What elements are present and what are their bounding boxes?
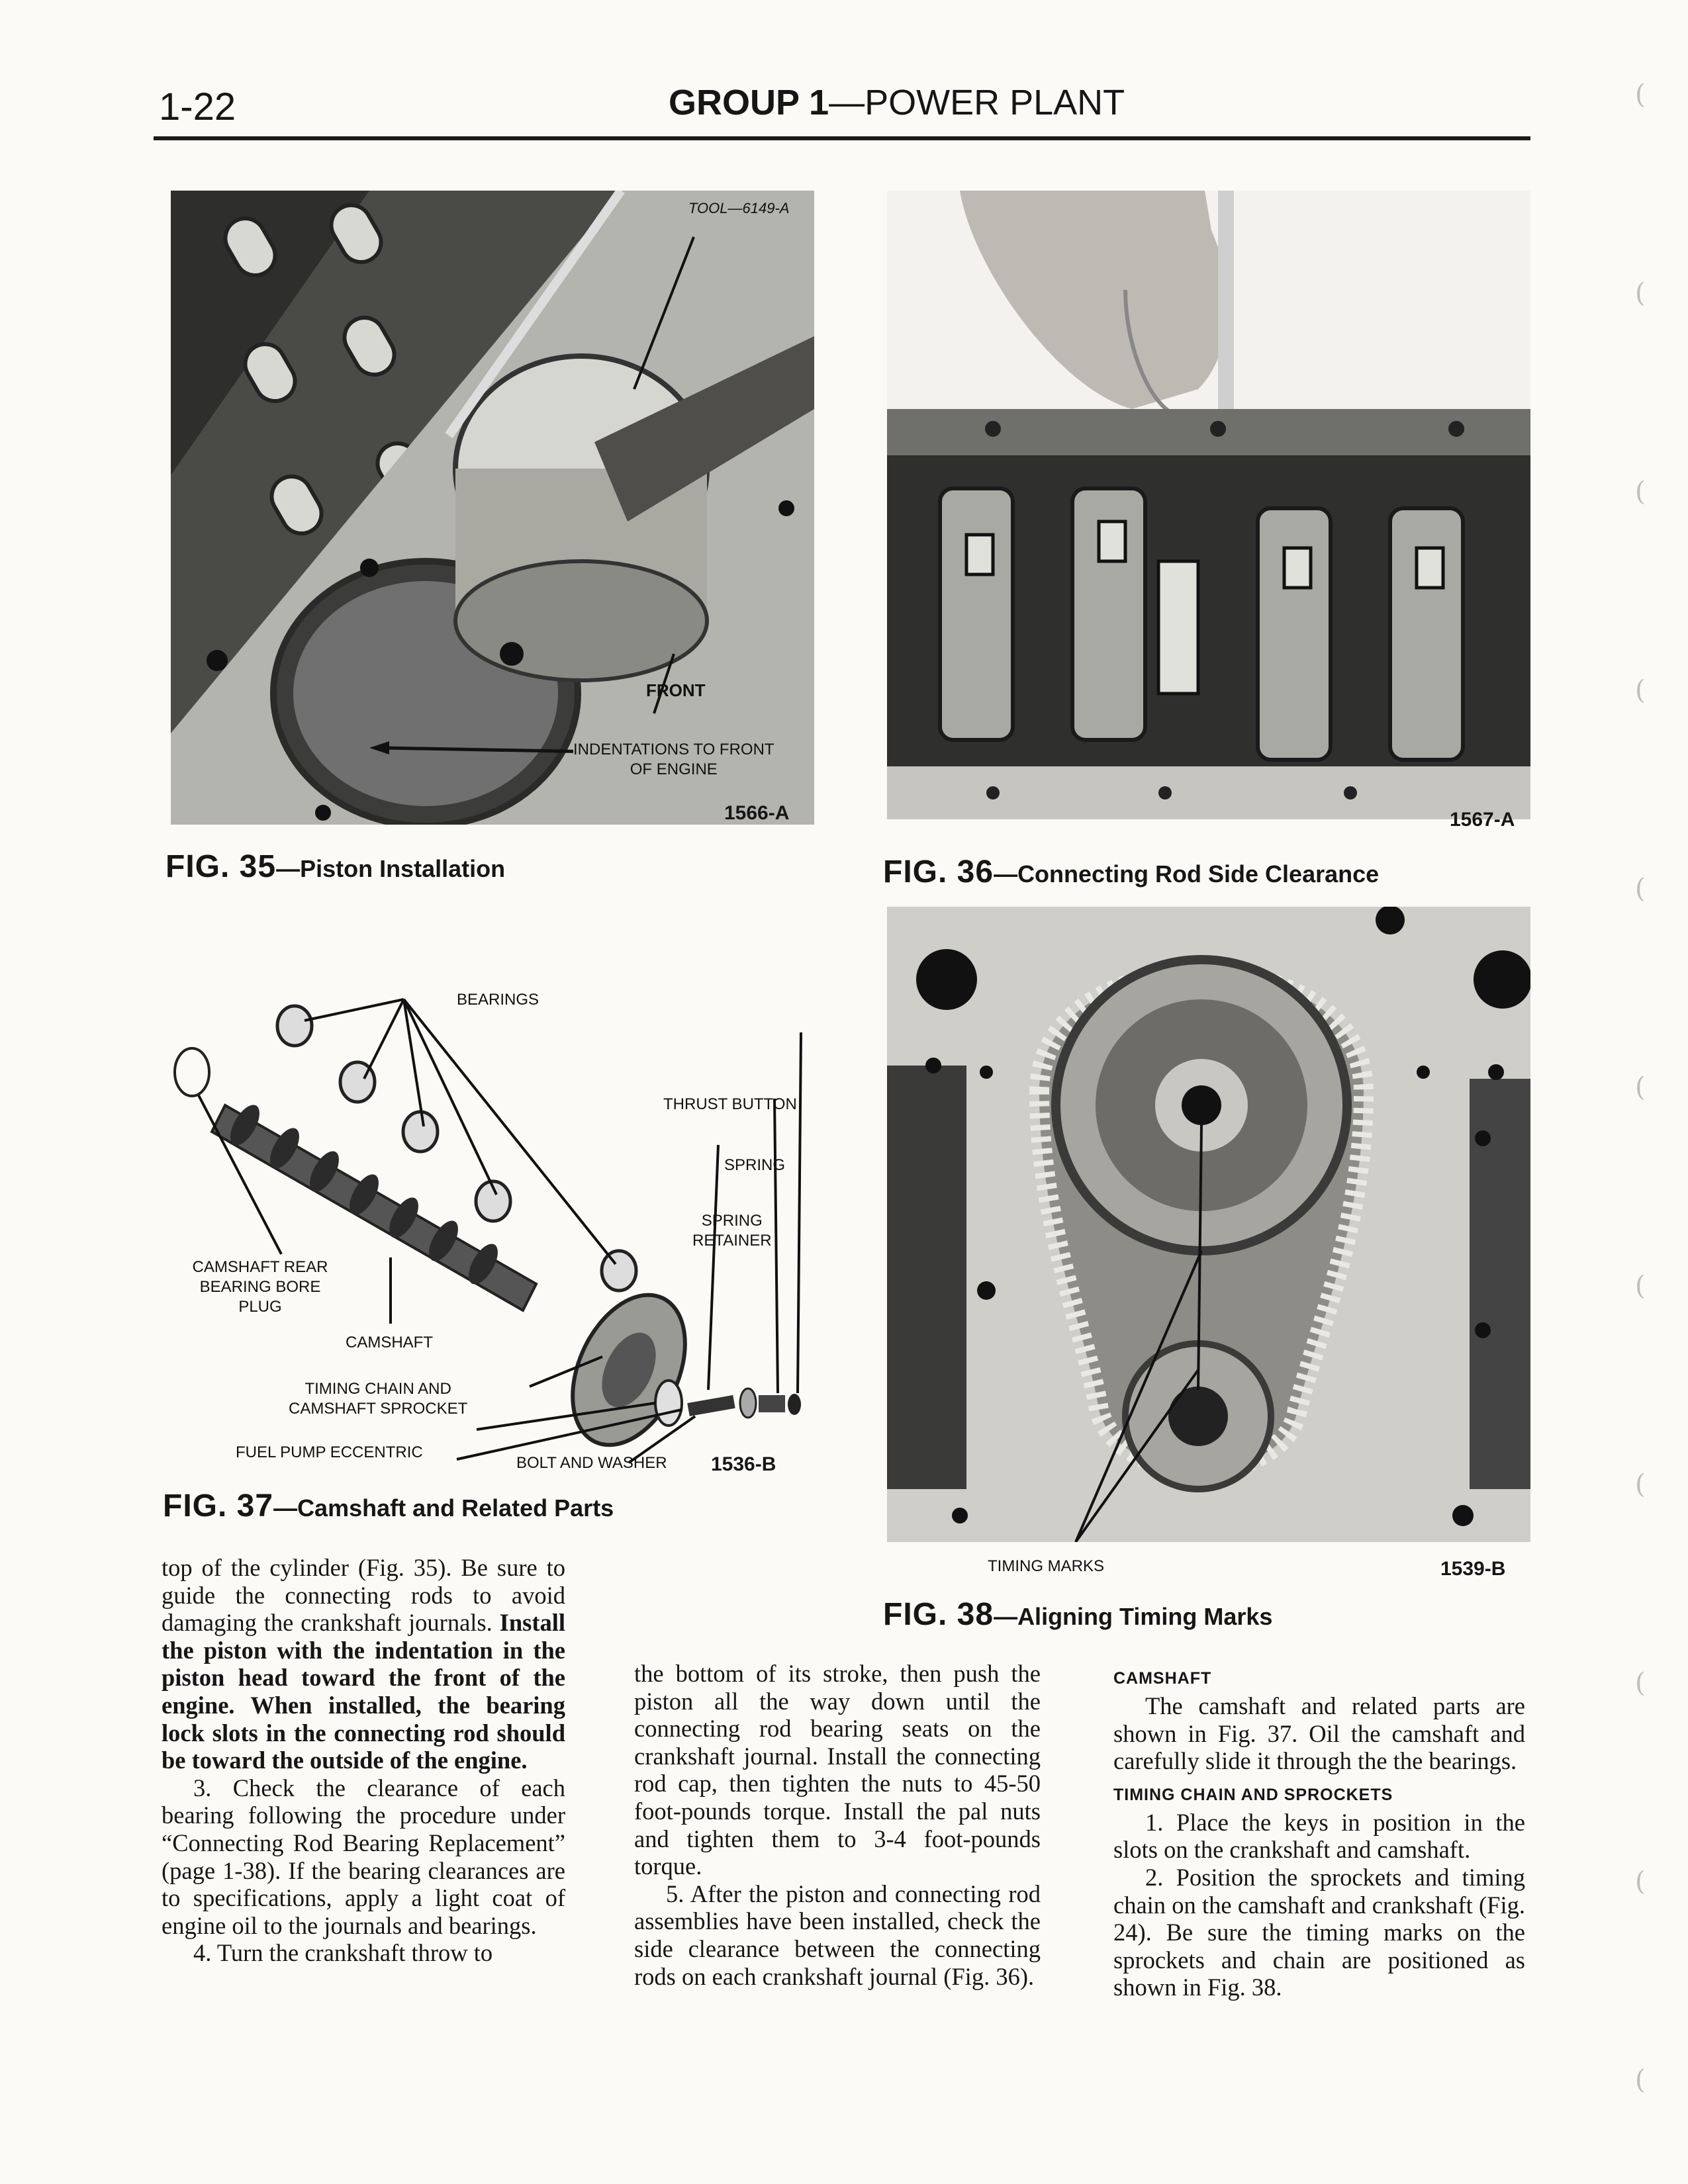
margin-mark-6: (: [1635, 1072, 1646, 1103]
fig35-illustration: [171, 191, 814, 825]
col3-paragraph-1: The camshaft and related parts are shown in Fig. 37. Oil the camshaft and carefully slide it through the the bearings.: [1113, 1692, 1525, 1775]
margin-mark-9: (: [1635, 1668, 1646, 1698]
fig37-callout-bearings: BEARINGS: [457, 991, 539, 1009]
fig37-callout-spring-retainer: [692, 1211, 772, 1251]
text-column-2: [634, 1660, 1041, 1990]
fig37-caption: [163, 1488, 614, 1524]
col1-paragraph-2: 3. Check the clearance of each bearing following the procedure under “Connecting Rod Bearing Replacement” (page 1-38). If the bearing clearances are to specifications, apply a light coat of engine oil to the journals and bearings.: [162, 1774, 565, 1939]
fig37-callout-rear-plug-line1: CAMSHAFT REAR: [192, 1258, 328, 1276]
col1-paragraph-1-text: top of the cylinder (Fig. 35). Be sure to guide the connecting rods to avoid damaging the crankshaft journals.: [162, 1554, 565, 1637]
fig37-callout-fuel-pump: FUEL PUMP ECCENTRIC: [236, 1443, 423, 1461]
fig37-callout-camshaft: CAMSHAFT: [346, 1334, 433, 1351]
fig35-callout-indentations: [573, 740, 774, 780]
fig35-photo: [171, 191, 814, 825]
fig35-callout-front: FRONT: [646, 680, 706, 700]
fig36-title: —Connecting Rod Side Clearance: [994, 860, 1380, 887]
fig36-caption: [883, 854, 1379, 890]
fig37-callout-spring-retainer-line1: SPRING: [701, 1212, 763, 1230]
header-group: GROUP 1: [669, 83, 829, 122]
fig36-photo: [887, 191, 1530, 819]
page-header: [669, 82, 1125, 123]
fig38-illustration: [887, 907, 1530, 1542]
margin-mark-5: (: [1635, 874, 1646, 904]
margin-mark-2: (: [1635, 278, 1646, 308]
fig37-callout-timing-chain-line1: TIMING CHAIN AND: [305, 1380, 451, 1398]
fig38-code: 1539-B: [1440, 1558, 1506, 1580]
margin-mark-1: (: [1635, 79, 1646, 110]
margin-mark-10: (: [1635, 1866, 1646, 1897]
col3-paragraph-2: 1. Place the keys in position in the slots on the crankshaft and camshaft.: [1113, 1808, 1525, 1864]
fig38-photo: [887, 907, 1530, 1542]
fig37-callout-bolt-washer: BOLT AND WASHER: [516, 1454, 667, 1472]
margin-mark-3: (: [1635, 477, 1646, 507]
header-section: —POWER PLANT: [829, 83, 1125, 122]
fig36-label: FIG. 36: [883, 854, 994, 889]
col3-paragraph-3: 2. Position the sprockets and timing chain on the camshaft and crankshaft (Fig. 24). Be sure the timing marks on the sprockets and chain are positioned as shown in Fig. 38.: [1113, 1863, 1525, 2001]
fig37-code: 1536-B: [711, 1453, 776, 1475]
col1-paragraph-1: [162, 1554, 565, 1774]
col1-paragraph-3: 4. Turn the crankshaft throw to: [193, 1939, 493, 1967]
fig36-code: 1567-A: [1450, 809, 1515, 831]
fig35-caption: [165, 848, 505, 885]
fig37-callout-rear-plug-line2: BEARING BORE: [199, 1278, 321, 1296]
fig38-caption: [883, 1596, 1272, 1633]
margin-mark-4: (: [1635, 675, 1646, 705]
fig37-label: FIG. 37: [163, 1488, 274, 1524]
fig37-callout-spring: SPRING: [724, 1156, 786, 1174]
fig35-callout-indentations-line1: INDENTATIONS TO FRONT: [573, 741, 774, 758]
margin-mark-7: (: [1635, 1271, 1646, 1301]
fig37-callout-rear-plug: [177, 1257, 343, 1317]
margin-mark-11: (: [1635, 2065, 1646, 2095]
header-rule: [154, 136, 1530, 140]
fig35-callout-indentations-line2: OF ENGINE: [630, 760, 718, 778]
fig37-callout-rear-plug-line3: PLUG: [238, 1298, 282, 1316]
col1-paragraph-1-bold: Install the piston with the indentation in the piston head toward the front of the engine. When installed, the bearing lock slots in the connecting rod should be toward the outside of the engine.: [162, 1609, 566, 1774]
fig37-callout-timing-chain: [289, 1379, 467, 1419]
text-column-1: [162, 1554, 565, 1967]
fig37-callout-timing-chain-line2: CAMSHAFT SPROCKET: [289, 1400, 468, 1418]
fig36-illustration: [887, 191, 1530, 819]
fig37-title: —Camshaft and Related Parts: [273, 1494, 614, 1522]
fig35-label: FIG. 35: [165, 849, 277, 884]
fig35-title: —Piston Installation: [276, 855, 506, 882]
fig38-label: FIG. 38: [883, 1597, 994, 1632]
col3-heading-camshaft: CAMSHAFT: [1113, 1669, 1212, 1688]
col3-heading-timing-chain: TIMING CHAIN AND SPROCKETS: [1113, 1785, 1393, 1804]
fig37-callout-spring-retainer-line2: RETAINER: [692, 1232, 772, 1250]
col2-paragraph-1: the bottom of its stroke, then push the piston all the way down until the connecting rod bearing seats on the crankshaft journal. Install the connecting rod cap, then tighten the nuts to 45-50 foot-pounds torque. Install the pal nuts and tighten them to 3-4 foot-pounds torque.: [634, 1660, 1041, 1880]
fig35-callout-tool: TOOL—6149-A: [688, 200, 790, 216]
margin-mark-8: (: [1635, 1469, 1646, 1500]
fig38-callout-timing-marks: TIMING MARKS: [988, 1557, 1105, 1575]
text-column-3: [1113, 1669, 1525, 2001]
fig35-code: 1566-A: [724, 802, 790, 824]
page-number: 1-22: [159, 85, 236, 128]
fig37-callout-thrust-button: THRUST BUTTON: [663, 1095, 797, 1113]
fig38-title: —Aligning Timing Marks: [994, 1603, 1273, 1630]
col2-paragraph-2: 5. After the piston and connecting rod assemblies have been installed, check the side clearance between the connecting rods on each crankshaft journal (Fig. 36).: [634, 1880, 1041, 1990]
